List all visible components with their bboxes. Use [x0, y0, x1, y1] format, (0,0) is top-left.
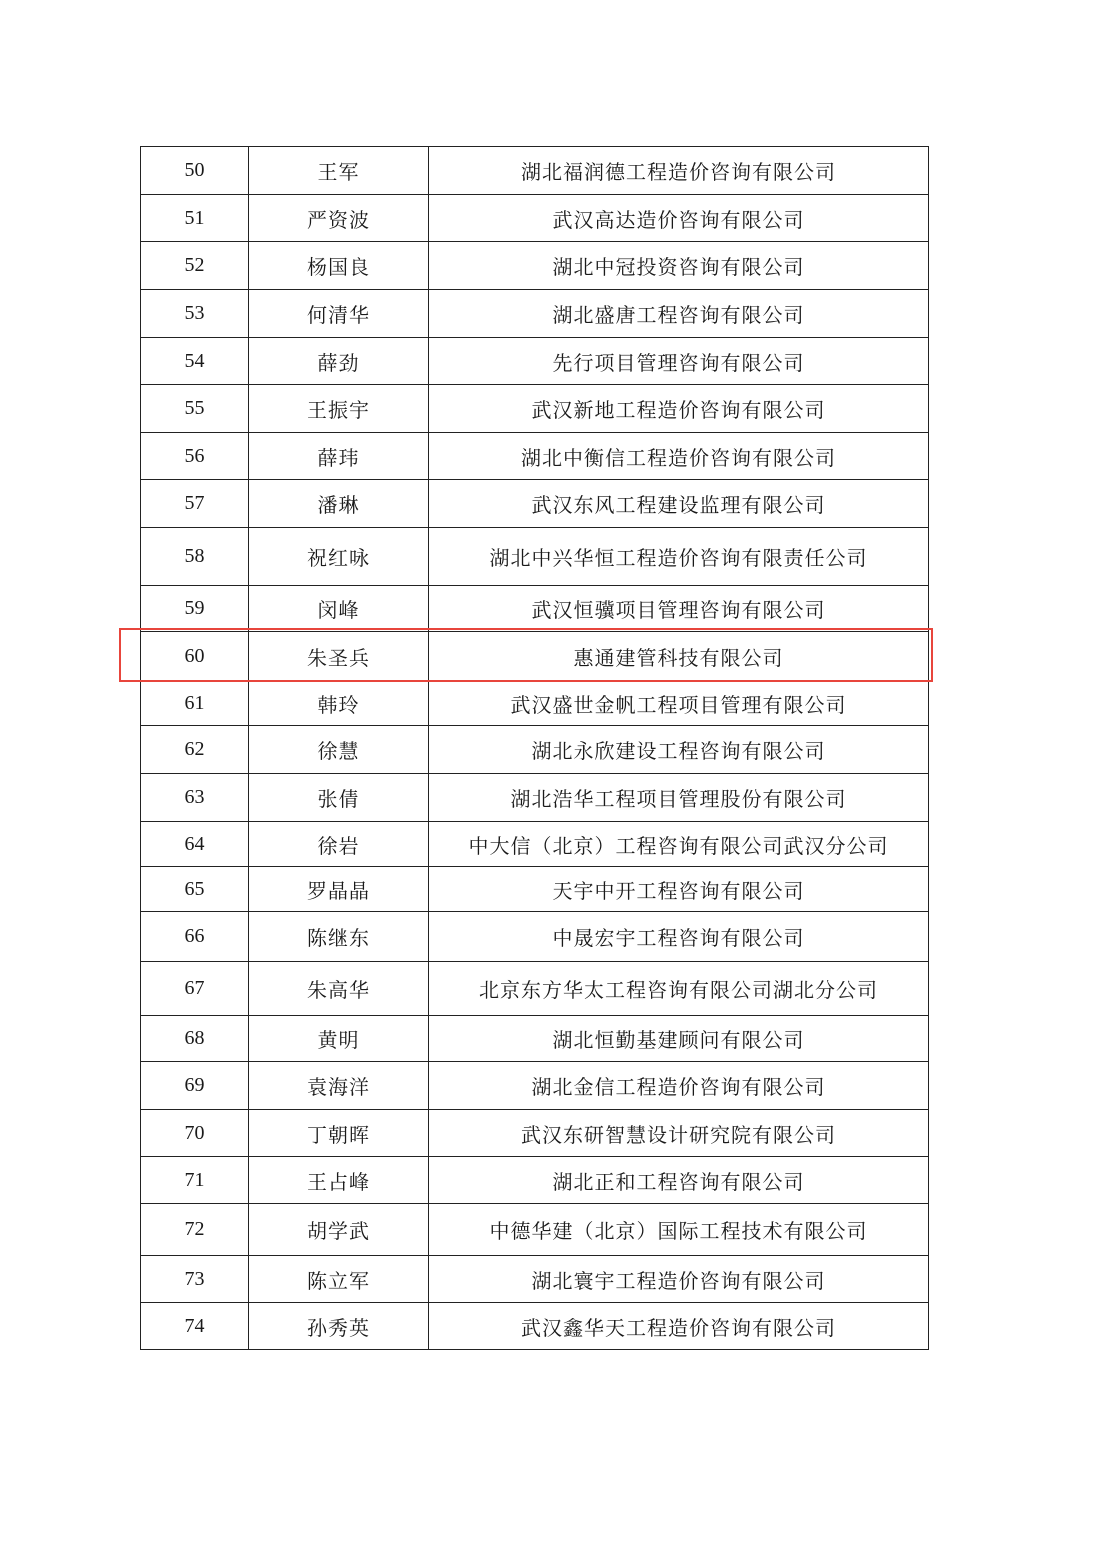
organization-name: 天宇中开工程咨询有限公司	[429, 867, 929, 912]
row-number: 67	[141, 962, 249, 1016]
organization-name: 湖北金信工程造价咨询有限公司	[429, 1062, 929, 1110]
row-number: 50	[141, 147, 249, 195]
person-name: 严资波	[249, 195, 429, 242]
organization-name: 武汉东风工程建设监理有限公司	[429, 480, 929, 528]
row-number: 64	[141, 822, 249, 867]
organization-name: 湖北恒勤基建顾问有限公司	[429, 1016, 929, 1062]
organization-name: 武汉恒骥项目管理咨询有限公司	[429, 586, 929, 632]
table-row	[141, 1110, 929, 1157]
table-row	[141, 962, 929, 1016]
organization-name: 湖北正和工程咨询有限公司	[429, 1157, 929, 1204]
row-number: 74	[141, 1303, 249, 1350]
row-number: 72	[141, 1204, 249, 1256]
organization-name: 武汉高达造价咨询有限公司	[429, 195, 929, 242]
table-row	[141, 867, 929, 912]
roster-table	[140, 146, 929, 1350]
table-row	[141, 912, 929, 962]
table-row	[141, 242, 929, 290]
table-row	[141, 586, 929, 632]
organization-name: 北京东方华太工程咨询有限公司湖北分公司	[429, 962, 929, 1016]
person-name: 杨国良	[249, 242, 429, 290]
person-name: 黄明	[249, 1016, 429, 1062]
table-row	[141, 195, 929, 242]
table-row	[141, 822, 929, 867]
row-number: 65	[141, 867, 249, 912]
row-number: 68	[141, 1016, 249, 1062]
row-number: 61	[141, 681, 249, 726]
person-name: 朱圣兵	[249, 632, 429, 681]
person-name: 徐慧	[249, 726, 429, 774]
row-number: 52	[141, 242, 249, 290]
organization-name: 湖北中冠投资咨询有限公司	[429, 242, 929, 290]
table-row	[141, 1256, 929, 1303]
table-row	[141, 726, 929, 774]
person-name: 王军	[249, 147, 429, 195]
table-row	[141, 433, 929, 480]
row-number: 55	[141, 385, 249, 433]
organization-name: 武汉新地工程造价咨询有限公司	[429, 385, 929, 433]
organization-name: 武汉鑫华天工程造价咨询有限公司	[429, 1303, 929, 1350]
person-name: 王占峰	[249, 1157, 429, 1204]
table-row	[141, 147, 929, 195]
organization-name: 武汉东研智慧设计研究院有限公司	[429, 1110, 929, 1157]
person-name: 薛玮	[249, 433, 429, 480]
person-name: 陈立军	[249, 1256, 429, 1303]
row-number: 70	[141, 1110, 249, 1157]
row-number: 57	[141, 480, 249, 528]
person-name: 王振宇	[249, 385, 429, 433]
row-number: 54	[141, 338, 249, 385]
row-number: 63	[141, 774, 249, 822]
person-name: 胡学武	[249, 1204, 429, 1256]
organization-name: 湖北盛唐工程咨询有限公司	[429, 290, 929, 338]
person-name: 孙秀英	[249, 1303, 429, 1350]
row-number: 53	[141, 290, 249, 338]
table-row-highlighted	[141, 632, 929, 681]
organization-name: 武汉盛世金帆工程项目管理有限公司	[429, 681, 929, 726]
person-name: 袁海洋	[249, 1062, 429, 1110]
person-name: 张倩	[249, 774, 429, 822]
row-number: 60	[141, 632, 249, 681]
organization-name: 湖北寰宇工程造价咨询有限公司	[429, 1256, 929, 1303]
person-name: 丁朝晖	[249, 1110, 429, 1157]
organization-name: 先行项目管理咨询有限公司	[429, 338, 929, 385]
row-number: 66	[141, 912, 249, 962]
row-number: 73	[141, 1256, 249, 1303]
row-number: 71	[141, 1157, 249, 1204]
organization-name: 湖北永欣建设工程咨询有限公司	[429, 726, 929, 774]
organization-name: 湖北福润德工程造价咨询有限公司	[429, 147, 929, 195]
organization-name: 中大信（北京）工程咨询有限公司武汉分公司	[429, 822, 929, 867]
table-row	[141, 338, 929, 385]
organization-name: 惠通建管科技有限公司	[429, 632, 929, 681]
table-row	[141, 681, 929, 726]
person-name: 陈继东	[249, 912, 429, 962]
person-name: 潘琳	[249, 480, 429, 528]
table-row	[141, 480, 929, 528]
person-name: 徐岩	[249, 822, 429, 867]
row-number: 69	[141, 1062, 249, 1110]
table-row	[141, 385, 929, 433]
person-name: 罗晶晶	[249, 867, 429, 912]
table-row	[141, 1062, 929, 1110]
row-number: 58	[141, 528, 249, 586]
organization-name: 湖北浩华工程项目管理股份有限公司	[429, 774, 929, 822]
row-number: 56	[141, 433, 249, 480]
person-name: 朱高华	[249, 962, 429, 1016]
table-row	[141, 290, 929, 338]
row-number: 59	[141, 586, 249, 632]
table-row	[141, 1157, 929, 1204]
organization-name: 湖北中兴华恒工程造价咨询有限责任公司	[429, 528, 929, 586]
person-name: 薛劲	[249, 338, 429, 385]
row-number: 51	[141, 195, 249, 242]
table-row	[141, 774, 929, 822]
roster-table-body	[141, 147, 929, 1350]
person-name: 祝红咏	[249, 528, 429, 586]
person-name: 韩玲	[249, 681, 429, 726]
row-number: 62	[141, 726, 249, 774]
table-row	[141, 1303, 929, 1350]
table-row	[141, 1204, 929, 1256]
table-row	[141, 528, 929, 586]
person-name: 闵峰	[249, 586, 429, 632]
table-row	[141, 1016, 929, 1062]
organization-name: 中德华建（北京）国际工程技术有限公司	[429, 1204, 929, 1256]
organization-name: 中晟宏宇工程咨询有限公司	[429, 912, 929, 962]
person-name: 何清华	[249, 290, 429, 338]
organization-name: 湖北中衡信工程造价咨询有限公司	[429, 433, 929, 480]
